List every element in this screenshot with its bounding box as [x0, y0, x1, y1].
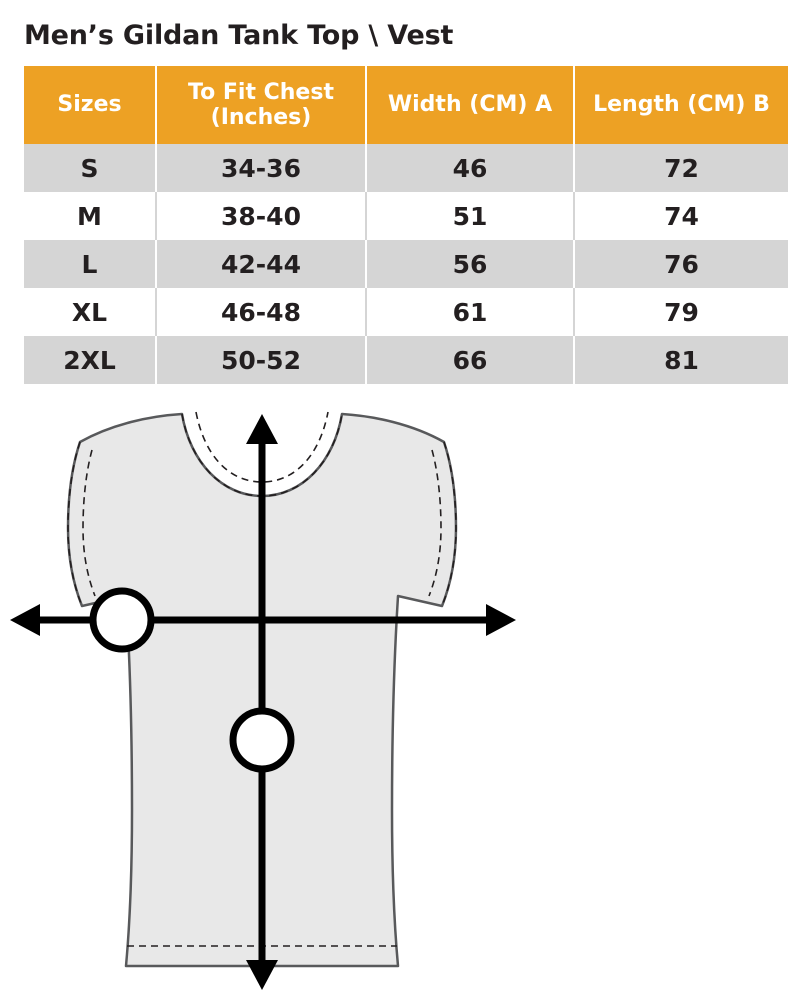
table-row: [24, 288, 788, 336]
length-marker-label: B: [250, 725, 274, 760]
length-marker-badge: [233, 711, 291, 769]
cell-size: L: [24, 240, 156, 288]
cell-width: 56: [366, 240, 574, 288]
cell-size: XL: [24, 288, 156, 336]
cell-chest: 38-40: [156, 192, 366, 240]
table-row: [24, 240, 788, 288]
column-header-width: Width (CM) A: [366, 66, 574, 144]
cell-chest: 42-44: [156, 240, 366, 288]
cell-chest: 50-52: [156, 336, 366, 384]
table-header: [24, 66, 788, 144]
table-row: [24, 336, 788, 384]
table-header-row: [24, 66, 788, 144]
cell-size: M: [24, 192, 156, 240]
page-title: Men’s Gildan Tank Top \ Vest: [24, 20, 454, 51]
garment-diagram: [0, 410, 812, 1000]
cell-length: 81: [574, 336, 788, 384]
table-body: [24, 144, 788, 384]
cell-size: S: [24, 144, 156, 192]
cell-length: 72: [574, 144, 788, 192]
cell-width: 51: [366, 192, 574, 240]
column-header-length: Length (CM) B: [574, 66, 788, 144]
column-header-sizes: Sizes: [24, 66, 156, 144]
cell-size: 2XL: [24, 336, 156, 384]
size-chart-table: [24, 66, 788, 384]
width-marker-badge: [93, 591, 151, 649]
column-header-chest: To Fit Chest (Inches): [156, 66, 366, 144]
cell-length: 74: [574, 192, 788, 240]
table-row: [24, 192, 788, 240]
cell-chest: 46-48: [156, 288, 366, 336]
width-marker-label: A: [110, 605, 134, 640]
cell-length: 76: [574, 240, 788, 288]
cell-length: 79: [574, 288, 788, 336]
cell-chest: 34-36: [156, 144, 366, 192]
cell-width: 61: [366, 288, 574, 336]
cell-width: 66: [366, 336, 574, 384]
cell-width: 46: [366, 144, 574, 192]
table-row: [24, 144, 788, 192]
